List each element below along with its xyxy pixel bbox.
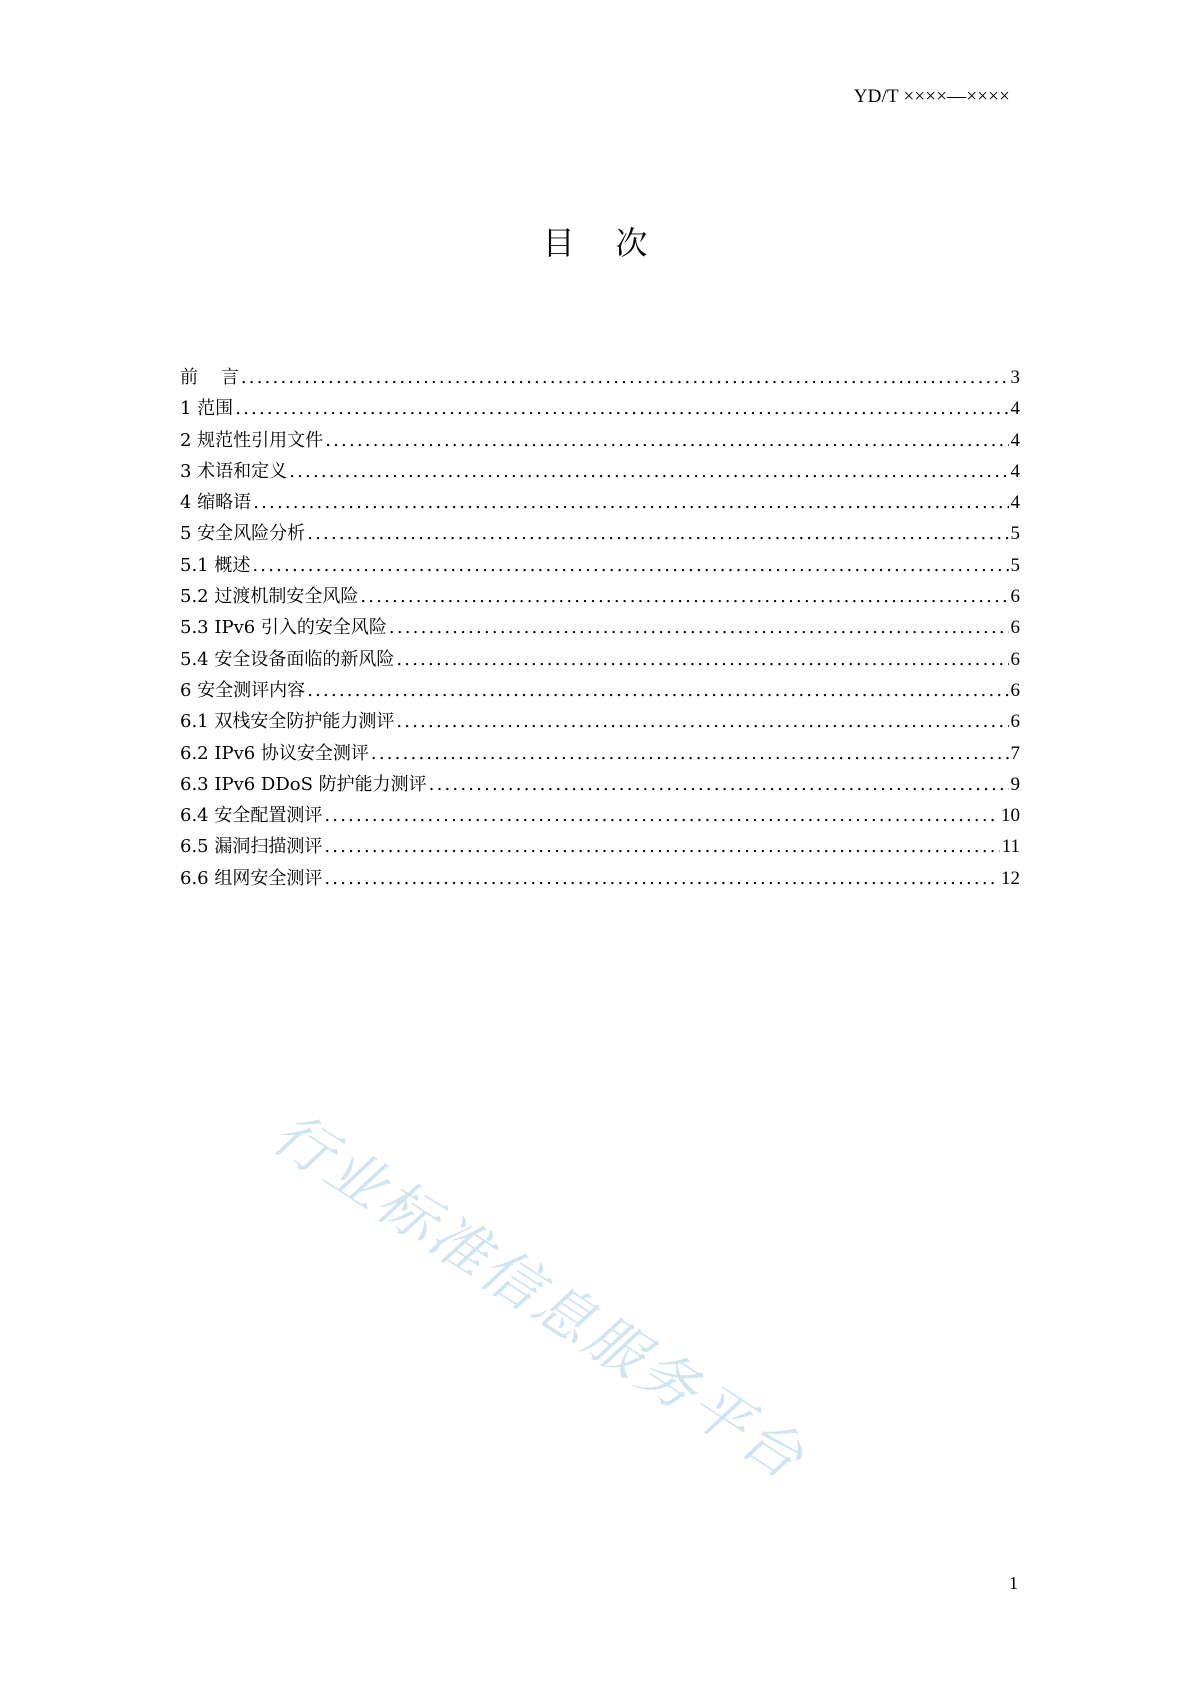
toc-dot-leader [324, 800, 999, 831]
toc-entry-page: 6 [1010, 711, 1020, 733]
toc-dot-leader [307, 675, 1008, 706]
toc-dot-leader [241, 362, 1009, 393]
toc-entry-label: 1 范围 [180, 398, 234, 420]
toc-entry-scope[interactable] [180, 393, 1020, 424]
toc-entry-label: 5.1 概述 [180, 554, 251, 576]
toc-dot-leader [371, 738, 1009, 769]
toc-entry-normative-references[interactable] [180, 425, 1020, 456]
toc-dot-leader [325, 425, 1008, 456]
toc-entry-transition-mechanism-risk[interactable] [180, 581, 1020, 612]
toc-dot-leader [252, 550, 1008, 581]
toc-entry-page: 5 [1010, 554, 1020, 576]
toc-entry-page: 6 [1010, 679, 1020, 701]
table-of-contents [180, 362, 1020, 894]
toc-entry-page: 9 [1010, 773, 1020, 795]
toc-entry-dual-stack-evaluation[interactable] [180, 706, 1020, 737]
toc-entry-security-risk-analysis[interactable] [180, 518, 1020, 549]
toc-dot-leader [360, 581, 1008, 612]
toc-entry-vulnerability-scan[interactable] [180, 831, 1020, 862]
page-title: 目 次 [542, 224, 648, 262]
toc-entry-page: 4 [1010, 492, 1020, 514]
watermark: 行业标准信息服务平台 [260, 1098, 818, 1494]
toc-entry-ipv6-introduced-risk[interactable] [180, 612, 1020, 643]
toc-entry-security-device-risk[interactable] [180, 644, 1020, 675]
toc-entry-label: 6.2 IPv6 协议安全测评 [180, 742, 369, 764]
toc-dot-leader [324, 831, 999, 862]
toc-entry-security-config-evaluation[interactable] [180, 800, 1020, 831]
toc-entry-page: 6 [1010, 617, 1020, 639]
toc-dot-leader [324, 863, 999, 894]
toc-entry-page: 3 [1010, 367, 1020, 388]
toc-entry-overview[interactable] [180, 550, 1020, 581]
toc-entry-page: 11 [1001, 836, 1020, 858]
toc-entry-label: 5.2 过渡机制安全风险 [180, 586, 359, 608]
toc-entry-page: 4 [1010, 429, 1020, 451]
page-number: 1 [1009, 1573, 1018, 1593]
toc-entry-label: 3 术语和定义 [180, 460, 288, 482]
toc-entry-label: 5.4 安全设备面临的新风险 [180, 648, 395, 670]
toc-entry-page: 4 [1010, 398, 1020, 420]
toc-entry-page: 12 [1001, 867, 1020, 889]
toc-dot-leader [307, 518, 1008, 549]
toc-entry-ipv6-ddos-evaluation[interactable] [180, 769, 1020, 800]
toc-entry-page: 4 [1010, 460, 1020, 482]
toc-dot-leader [289, 456, 1008, 487]
toc-entry-page: 5 [1010, 523, 1020, 545]
toc-dot-leader [429, 769, 1009, 800]
toc-entry-page: 7 [1010, 742, 1020, 764]
toc-entry-label: 前 言 [180, 367, 239, 388]
toc-entry-label: 4 缩略语 [180, 492, 252, 514]
document-code: YD/T ××××—×××× [853, 86, 1010, 107]
toc-entry-page: 10 [1001, 805, 1020, 827]
toc-entry-page: 6 [1010, 586, 1020, 608]
toc-entry-label: 6.5 漏洞扫描测评 [180, 836, 323, 858]
toc-entry-networking-evaluation[interactable] [180, 863, 1020, 894]
toc-entry-label: 6.1 双栈安全防护能力测评 [180, 711, 395, 733]
toc-entry-page: 6 [1010, 648, 1020, 670]
toc-entry-label: 5 安全风险分析 [180, 523, 306, 545]
toc-dot-leader [235, 393, 1008, 424]
toc-entry-label: 6.3 IPv6 DDoS 防护能力测评 [180, 773, 427, 795]
toc-entry-foreword[interactable] [180, 362, 1020, 393]
toc-entry-label: 6.4 安全配置测评 [180, 805, 323, 827]
toc-dot-leader [396, 644, 1008, 675]
toc-entry-ipv6-protocol-evaluation[interactable] [180, 738, 1020, 769]
toc-entry-terms-definitions[interactable] [180, 456, 1020, 487]
toc-entry-label: 5.3 IPv6 引入的安全风险 [180, 617, 387, 639]
toc-dot-leader [396, 706, 1008, 737]
toc-entry-abbreviations[interactable] [180, 487, 1020, 518]
toc-dot-leader [253, 487, 1008, 518]
toc-entry-security-evaluation[interactable] [180, 675, 1020, 706]
toc-entry-label: 2 规范性引用文件 [180, 429, 324, 451]
toc-entry-label: 6.6 组网安全测评 [180, 867, 323, 889]
toc-dot-leader [389, 612, 1009, 643]
toc-entry-label: 6 安全测评内容 [180, 679, 306, 701]
